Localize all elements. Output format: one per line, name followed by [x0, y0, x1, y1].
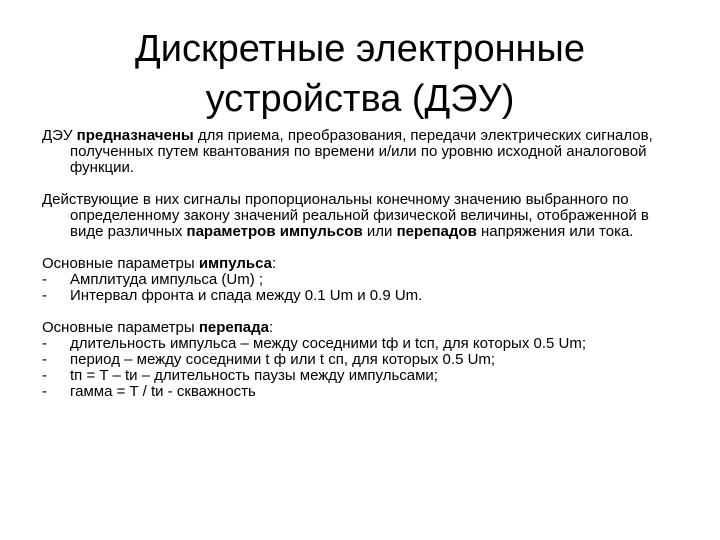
signals-bold-2: перепадов: [396, 223, 477, 240]
step-heading-colon: :: [269, 319, 274, 336]
list-item-text: гамма = T / tи - скважность: [70, 383, 256, 400]
list-item-text: Амплитуда импульса (Um) ;: [70, 271, 264, 288]
signals-bold-1: параметров импульсов: [186, 223, 363, 240]
signals-text-1: Действующие в них сигналы пропорциональны конечному значению выбранного по определенному закону значений реальной физической величины, отображенной в виде различных: [42, 191, 649, 240]
title-line-2: устройства (ДЭУ): [205, 78, 515, 120]
list-item: [42, 336, 682, 352]
step-heading: [42, 320, 682, 336]
list-item: [42, 352, 682, 368]
purpose-text-2: для приема, преобразования, передачи электрических сигналов, полученных путем квантования по времени и/или по уровню исходной аналоговой функции.: [70, 127, 653, 176]
list-dash: -: [42, 351, 47, 368]
list-item: [42, 288, 682, 304]
signals-text-2: или: [362, 223, 397, 240]
list-item-text: длительность импульса – между соседними tф и tсп, для которых 0.5 Um;: [70, 335, 587, 352]
purpose-paragraph: [42, 128, 682, 176]
signals-text-3: напряжения или тока.: [476, 223, 634, 240]
pulse-parameters: [42, 256, 682, 304]
step-parameters: [42, 320, 682, 400]
step-heading-bold: перепада: [198, 319, 269, 336]
list-item: [42, 384, 682, 400]
pulse-heading-bold: импульса: [198, 255, 272, 272]
signals-paragraph: [42, 192, 682, 240]
title-line-1: Дискретные электронные: [135, 28, 585, 70]
list-item: [42, 368, 682, 384]
list-dash: -: [42, 367, 47, 384]
list-dash: -: [42, 287, 47, 304]
list-item: [42, 272, 682, 288]
pulse-heading-colon: :: [271, 255, 277, 272]
list-item-text: период – между соседними t ф или t сп, для которых 0.5 Um;: [70, 351, 496, 368]
pulse-heading: [42, 256, 682, 272]
list-dash: -: [42, 271, 47, 288]
step-heading-text: Основные параметры: [42, 319, 199, 336]
list-dash: -: [42, 383, 47, 400]
list-item-text: Интервал фронта и спада между 0.1 Um и 0.9 Um.: [70, 287, 423, 304]
pulse-heading-text: Основные параметры: [42, 255, 199, 272]
slide-title: [60, 24, 660, 124]
slide-body: [42, 128, 682, 416]
list-dash: -: [42, 335, 47, 352]
purpose-bold: предназначены: [76, 127, 194, 144]
purpose-text-1: ДЭУ: [42, 127, 77, 144]
list-item-text: tп = T – tи – длительность паузы между импульсами;: [70, 367, 438, 384]
